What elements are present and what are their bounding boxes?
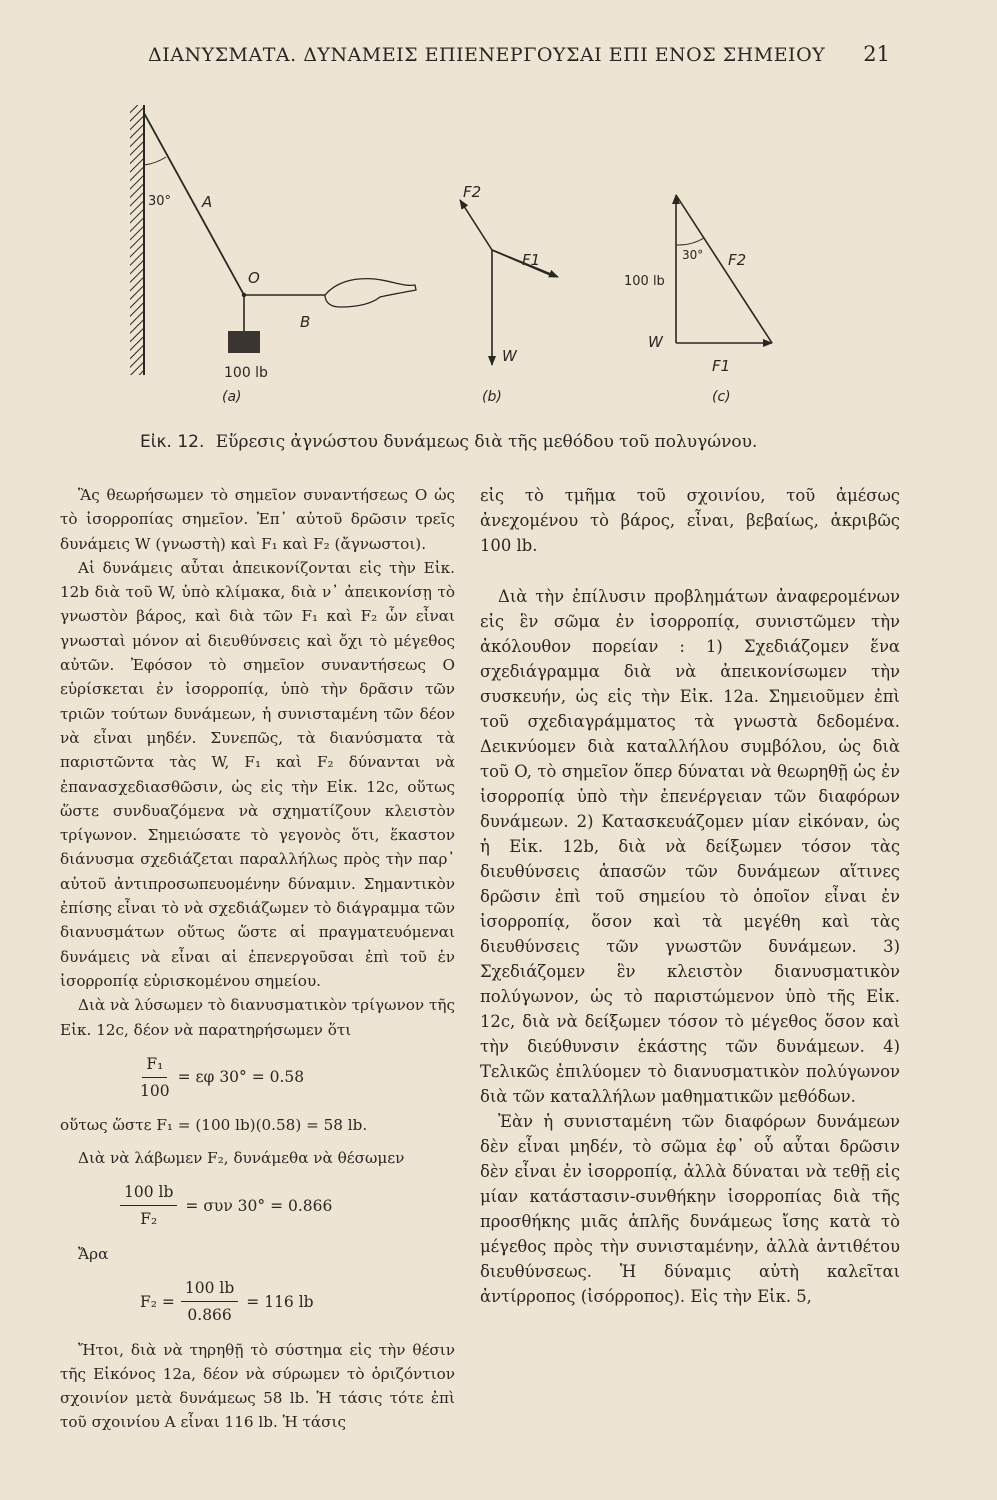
eq1-numerator: F₁ bbox=[142, 1052, 167, 1078]
page-header bbox=[60, 40, 890, 74]
left-paragraph-5: Ἄρα bbox=[78, 1244, 109, 1263]
right-paragraph-3: Ἐὰν ἡ συνισταμένη τῶν διαφόρων δυνάμεων δὲν εἶναι μηδέν, τὸ σῶμα ἐφ᾿ οὗ αὗται δρῶσιν δὲν εἶναι ἐν ἰσορροπίᾳ, ἀλλὰ δύναται νὰ τεθῇ εἰς μίαν κατάστασιν-συνθήκην ἰσορροπίας διὰ τῆς προσθήκης μιᾶς ἁπλῆς δυνάμεως ἴσης κατὰ τὸ μέγεθος πρὸς τὴν συνισταμένην, ἀλλὰ ἀντιθέτου διευθύνσεως. Ἡ δύναμις αὐτὴ καλεῖται ἀντίρροπος (ἰσόρροπος). Εἰς τὴν Εἰκ. 5, bbox=[480, 1112, 900, 1306]
hand-icon bbox=[325, 279, 416, 307]
eq3-denominator: F₂ bbox=[140, 1210, 158, 1229]
panel-c bbox=[624, 195, 772, 405]
w-c-label: W bbox=[648, 333, 663, 351]
vector-f2-b bbox=[460, 200, 492, 250]
left-paragraph-1: Ἃς θεωρήσωμεν τὸ σημεῖον συναντήσεως O ὡς τὸ ἰσορροπίας σημεῖον. Ἐπ᾿ αὐτοῦ δρῶσιν τρεῖς δυνάμεις W (γνωστὴ) καὶ F₁ καὶ F₂ (ἄγνωστοι). bbox=[60, 486, 455, 553]
eq3-numerator: 100 lb bbox=[120, 1180, 177, 1206]
side-c-label: 100 lb bbox=[624, 274, 665, 289]
weight-label: 100 lb bbox=[224, 365, 268, 381]
panel-c-label: (c) bbox=[712, 389, 731, 405]
left-paragraph-3: Διὰ νὰ λύσωμεν τὸ διανυσματικὸν τρίγωνον τῆς Εἰκ. 12c, δέον νὰ παρατηρήσωμεν ὅτι bbox=[60, 996, 455, 1039]
eq4-numerator: 100 lb bbox=[181, 1276, 238, 1302]
left-paragraph-6: Ἤτοι, διὰ νὰ τηρηθῇ τὸ σύστημα εἰς τὴν θέσιν τῆς Εἰκόνος 12a, δέον νὰ σύρωμεν τὸ ὁριζόντιον σχοινίον μετὰ δυνάμεως 58 lb. Ἡ τάσις τότε ἐπὶ τοῦ σχοινίου A εἶναι 116 lb. Ἡ τάσις bbox=[60, 1340, 455, 1432]
eq4-rhs: = 116 lb bbox=[246, 1292, 314, 1311]
equation-2: οὕτως ὥστε F₁ = (100 lb)(0.58) = 58 lb. bbox=[60, 1116, 368, 1135]
figure-caption bbox=[140, 432, 900, 452]
vector-f2-c bbox=[676, 195, 772, 343]
rope-a-label: A bbox=[202, 193, 213, 211]
equation-4 bbox=[60, 1276, 455, 1328]
weight-block bbox=[228, 331, 260, 353]
eq1-denominator: 100 bbox=[140, 1082, 170, 1101]
eq3-rhs: = συν 30° = 0.866 bbox=[185, 1196, 333, 1215]
caption-text: Εὕρεσις ἀγνώστου δυνάμεως διὰ τῆς μεθόδου τοῦ πολυγώνου. bbox=[215, 432, 758, 452]
equation-1 bbox=[60, 1052, 455, 1104]
rope-b-label: B bbox=[300, 313, 311, 331]
f2-c-label: F2 bbox=[728, 251, 747, 269]
right-column bbox=[480, 483, 900, 1309]
angle-c-label: 30° bbox=[682, 248, 704, 262]
running-title: ΔΙΑΝΥΣΜΑΤΑ. ΔΥΝΑΜΕΙΣ ΕΠΙΕΝΕΡΓΟΥΣΑΙ ΕΠΙ ΕΝΟΣ ΣΗΜΕΙΟΥ bbox=[148, 44, 826, 66]
panel-b bbox=[460, 183, 558, 405]
eq4-denominator: 0.866 bbox=[187, 1306, 232, 1325]
figure-12-diagram bbox=[130, 95, 830, 425]
right-paragraph-1: εἰς τὸ τμῆμα τοῦ σχοινίου, τοῦ ἀμέσως ἀνεχομένου τὸ βάρος, εἶναι, βεβαίως, ἀκριβῶς 100 lb. bbox=[480, 486, 900, 555]
panel-a-label: (a) bbox=[222, 389, 242, 405]
eq1-rhs: = εφ 30° = 0.58 bbox=[177, 1068, 305, 1087]
panel-a bbox=[130, 105, 416, 405]
page-number: 21 bbox=[863, 42, 890, 66]
point-o-label: O bbox=[248, 269, 260, 287]
equation-3 bbox=[60, 1180, 455, 1232]
left-column bbox=[60, 483, 455, 1435]
w-b-label: W bbox=[502, 347, 517, 365]
f1-b-label: F1 bbox=[522, 251, 541, 269]
right-paragraph-2: Διὰ τὴν ἐπίλυσιν προβλημάτων ἀναφερομένων εἰς ἓν σῶμα ἐν ἰσορροπίᾳ, συνιστῶμεν τὴν ἀκόλουθον πορείαν : 1) Σχεδιάζομεν ἕνα σχεδιάγραμμα διὰ νὰ ἀπεικονίσωμεν τὴν συσκευήν, ὡς εἰς τὴν Εἰκ. 12a. Σημειοῦμεν ἐπὶ τοῦ σχεδιαγράμματος τὰ γνωστὰ δεδομένα. Δεικνύομεν διὰ καταλλήλου συμβόλου, ὡς διὰ τοῦ O, τὸ σημεῖον ὅπερ δύναται νὰ θεωρηθῇ ὡς ἐν ἰσορροπίᾳ ὑπὸ τὴν ἐπενέργειαν τῶν διαφόρων δυνάμεων. 2) Κατασκευάζομεν μίαν εἰκόναν, ὡς ἡ Εἰκ. 12b, διὰ νὰ δείξωμεν τόσον τὰς διευθύνσεις ἁπασῶν τῶν δυνάμεων αἵτινες δρῶσιν ἐπὶ τοῦ σημείου τὸ ὁποῖον εἶναι ἐν ἰσορροπίᾳ, ὅσον καὶ τὰ μεγέθη καὶ τὰς διευθύνσεις τῶν γνωστῶν δυνάμεων. 3) Σχεδιάζομεν ἓν κλειστὸν διανυσματικὸν πολύγωνον, ὡς τὸ παριστώμενον ὑπὸ τῆς Εἰκ. 12c, διὰ νὰ δείξωμεν τόσον τὸ μέγεθος ὅσον καὶ τὴν διεύθυνσιν ἑκάστης τῶν δυνάμεων. 4) Τελικῶς ἐπιλύομεν τὸ διανυσματικὸν πολύγωνον διὰ τῶν καταλλήλων μαθηματικῶν μεθόδων. bbox=[480, 587, 900, 1106]
figure-12 bbox=[130, 95, 830, 425]
panel-b-label: (b) bbox=[482, 389, 502, 405]
f1-c-label: F1 bbox=[712, 357, 731, 375]
wall bbox=[130, 105, 144, 375]
eq4-lhs: F₂ = bbox=[140, 1292, 175, 1311]
left-paragraph-4: Διὰ νὰ λάβωμεν F₂, δυνάμεθα νὰ θέσωμεν bbox=[78, 1148, 405, 1167]
angle-a-label: 30° bbox=[148, 194, 172, 209]
caption-label: Εἰκ. 12. bbox=[140, 432, 205, 452]
left-paragraph-2: Αἱ δυνάμεις αὗται ἀπεικονίζονται εἰς τὴν Εἰκ. 12b διὰ τοῦ W, ὑπὸ κλίμακα, διὰ ν᾿ ἀπεικονίσῃ τὸ γνωστὸν βάρος, καὶ διὰ τῶν F₁ καὶ F₂ ὧν εἶναι γνωσταὶ μόνον αἱ διευθύνσεις καὶ ὄχι τὸ μέγεθος αὐτῶν. Ἐφόσον τὸ σημεῖον συναντήσεως O εὑρίσκεται ἐν ἰσορροπίᾳ, ὑπὸ τὴν δρᾶσιν τῶν τριῶν τούτων δυνάμεων, ἡ συνισταμένη τῶν δέον νὰ εἶναι μηδέν. Συνεπῶς, τὰ διανύσματα τὰ παριστῶντα τὰς W, F₁ καὶ F₂ δύνανται νὰ ἐπανασχεδιασθῶσιν, ὡς εἰς τὴν Εἰκ. 12c, οὕτως ὥστε συνδυαζόμενα νὰ σχηματίζουν κλειστὸν τρίγωνον. Σημειώσατε τὸ γεγονὸς ὅτι, ἕκαστον διάνυσμα σχεδιάζεται παραλλήλως πρὸς τὴν παρ᾿ αὐτοῦ ἀντιπροσωπευομένην δύναμιν. Σημαντικὸν ἐπίσης εἶναι τὸ νὰ σχεδιάζωμεν τὸ διάγραμμα τῶν διανυσμάτων οὕτως ὥστε αἱ πραγματευόμεναι δυνάμεις νὰ εἶναι αἱ ἐπενεργοῦσαι ἐπὶ τοῦ ἐν ἰσορροπίᾳ εὑρισκομένου σημείου. bbox=[60, 558, 455, 990]
f2-b-label: F2 bbox=[463, 183, 482, 201]
